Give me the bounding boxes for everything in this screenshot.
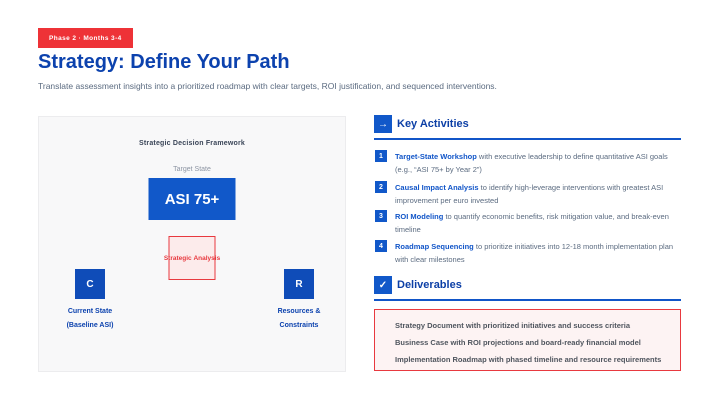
check-icon [374,276,392,294]
strategic-analysis-label: Strategic Analysis [163,254,221,262]
current-state-node [40,269,140,333]
key-activities-title: Key Activities [397,118,469,130]
strategic-framework-panel [38,116,346,372]
deliverable-item: Implementation Roadmap with phased timeline and resource requirements [395,355,662,364]
deliverable-item: Business Case with ROI projections and board-ready financial model [395,338,641,347]
activity-item-2 [374,181,681,207]
activity-lead: Target-State Workshop [395,152,477,161]
current-state-label-line2: (Baseline ASI) [66,322,114,329]
activity-number-badge: 4 [375,240,387,252]
arrow-right-icon [374,115,392,133]
target-state-box [149,178,236,220]
resources-node [249,269,349,333]
resources-label-line2: Constraints [279,322,319,329]
activity-body: to prioritize initiatives into 12-18 month implementation plan with clear milestones [395,242,674,264]
activity-item-4 [374,240,681,266]
resources-letter: R [295,278,303,290]
deliverables-divider [374,299,681,301]
activity-number-badge: 3 [375,210,387,222]
check-glyph: ✓ [378,279,388,291]
current-state-square [75,269,105,299]
resources-label [249,305,349,333]
phase-badge-label: Phase 2 · Months 3-4 [49,34,122,42]
current-state-letter: C [86,278,94,290]
deliverable-item: Strategy Document with prioritized initiatives and success criteria [395,321,631,330]
right-column [374,115,681,377]
key-activities-header [374,115,469,133]
activity-body: to quantify economic benefits, risk mitigation value, and break-even timeline [395,212,669,234]
activity-text [395,210,681,236]
activity-item-3 [374,210,681,236]
activity-number-badge: 1 [375,150,387,162]
phase-badge [38,28,133,48]
target-state-value: ASI 75+ [164,190,220,208]
activity-text [395,150,681,176]
deliverables-header [374,276,462,294]
page-subtitle: Translate assessment insights into a prioritized roadmap with clear targets, ROI justification, and sequenced interventions. [38,81,497,91]
current-state-label-line1: Current State [67,308,113,315]
activity-item-1 [374,150,681,176]
activity-text [395,240,681,266]
activity-text [395,181,681,207]
target-state-label: Target State [173,166,211,173]
arrow-right-glyph: → [378,118,388,130]
activity-body: with executive leadership to define quantitative ASI goals (e.g., “ASI 75+ by Year 2”) [395,152,668,174]
current-state-label [40,305,140,333]
strategic-analysis-box [163,236,221,280]
activity-lead: ROI Modeling [395,212,444,221]
diagram-title: Strategic Decision Framework [139,140,245,147]
page-title: Strategy: Define Your Path [38,51,290,73]
activity-lead: Roadmap Sequencing [395,242,474,251]
key-activities-divider [374,138,681,140]
resources-square [284,269,314,299]
activity-lead: Causal Impact Analysis [395,183,479,192]
resources-label-line1: Resources & [277,308,321,315]
activity-body: to identify high-leverage interventions with greatest ASI improvement per euro invested [395,183,664,205]
deliverables-box [374,309,681,371]
activity-number-badge: 2 [375,181,387,193]
deliverables-title: Deliverables [397,279,462,291]
